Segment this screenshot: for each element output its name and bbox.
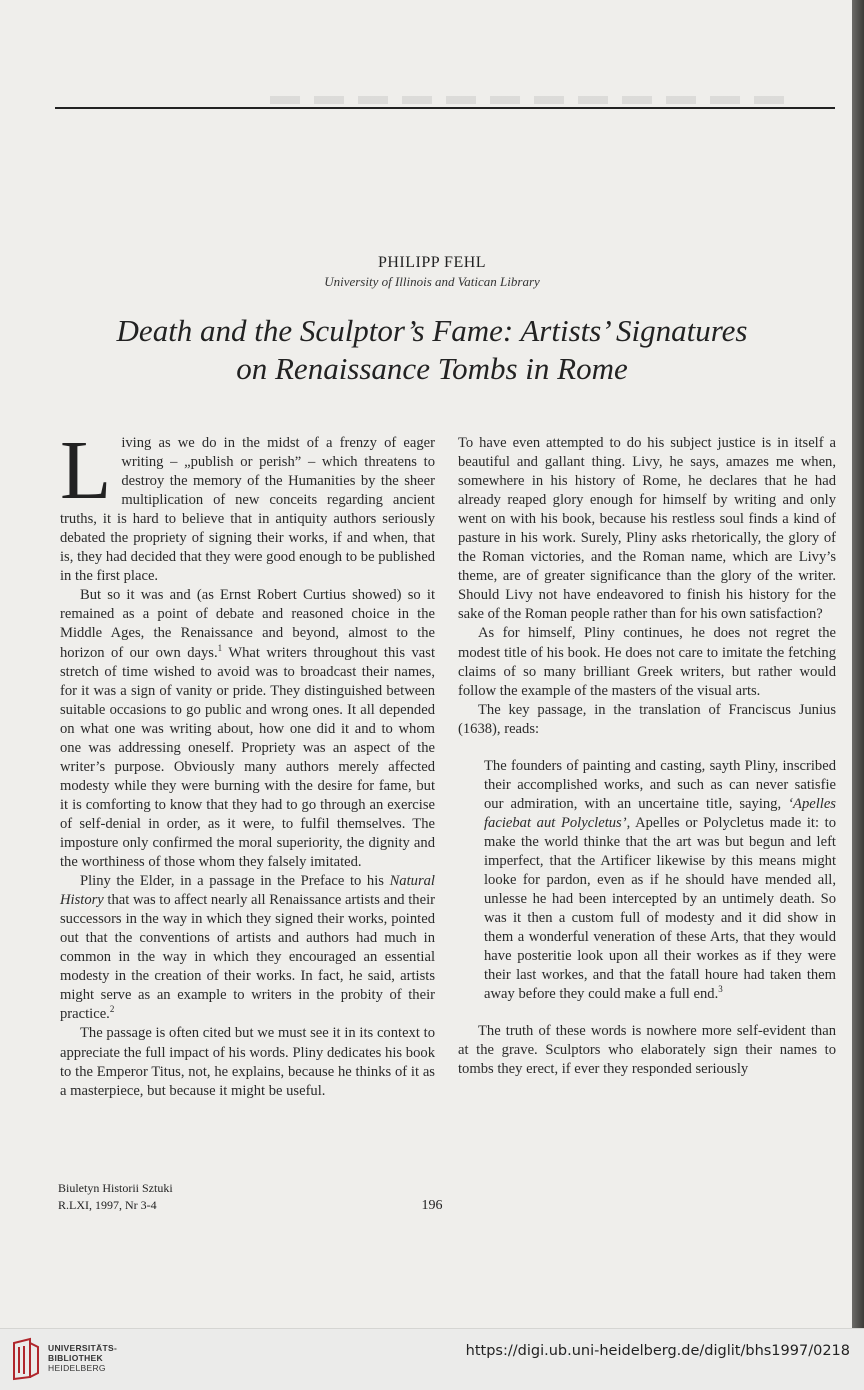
block-quote [484, 757, 836, 1005]
title-line-1: Death and the Sculptor’s Fame: Artists’ Signatures [116, 313, 748, 348]
permalink-url[interactable]: https://digi.ub.uni-heidelberg.de/diglit/bhs1997/0218 [465, 1343, 850, 1359]
author-name: PHILIPP FEHL [377, 254, 487, 271]
paragraph-6: As for himself, Pliny continues, he does not regret the modest title of his book. He does not care to imitate the fetching claims of so many brilliant Greek writers, but rather would follow the example of the masters of the visual arts. [458, 625, 836, 699]
latin-phrase: ‘Apelles faciebat aut Polycletus’ [484, 795, 836, 831]
page-number: 196 [421, 1198, 443, 1213]
footnote-ref-1[interactable]: 1 [217, 642, 223, 653]
natural-history-title: Natural History [60, 873, 435, 909]
paragraph-1 [60, 424, 435, 586]
title-line-2: on Renaissance Tombs in Rome [236, 351, 628, 386]
paragraph-2 [60, 586, 435, 872]
quote-text-a: The founders of painting and casting, sayth Pliny, inscribed their accomplished works, and such as can never satisfie our admiration, with an uncertaine title, saying, [484, 757, 836, 812]
header-rule [55, 107, 835, 109]
library-name-line-3: HEIDELBERG [48, 1363, 106, 1373]
paragraph-4: The passage is often cited but we must see it in its context to appreciate the full impact of his words. Pliny dedicates his book to the Emperor Titus, not, he explains, because he thinks of it as a masterpiece, but because it might be useful. [60, 1025, 435, 1099]
library-name-line-2: BIBLIOTHEK [48, 1353, 103, 1363]
paragraph-3-text-b: that was to affect nearly all Renaissance artists and their successors in the way in which they signed their works, pointed out that the conventions of artists and authors had much in common in the way in which they encouraged an essential modesty in the creation of their works. In fact, he said, artists might serve as an example to writers in the probity of their practice. [60, 892, 435, 1023]
right-column [458, 434, 836, 1080]
bleed-through-text [270, 96, 790, 104]
library-name-line-1: UNIVERSITÄTS- [48, 1343, 118, 1353]
quote-text [484, 757, 836, 1005]
paragraph-2-text-b: What writers throughout this vast stretch of time wished to avoid was to broadcast their names, for it was a sign of vanity or pride. They distinguished between suitable occasions to go public and wrong ones. It all depended on what one was writing about, how one did it and to whom one was addressing oneself. Propriety was an aspect of the writer’s purpose. Obviously many authors merely affected modesty while they were burning with the desire for fame, but it is comforting to know that they had to go through an exercise of self-denial in order, as it were, to fulfil themselves. The imposture only confirmed the moral superiority, the dignity and the worthiness of those whom they falsely imitated. [60, 644, 435, 871]
library-name[interactable] [48, 1343, 117, 1373]
author-affiliation: University of Illinois and Vatican Library [324, 274, 540, 289]
journal-name: Biuletyn Historii Sztuki [58, 1181, 173, 1195]
footnote-ref-2[interactable]: 2 [109, 1004, 115, 1015]
paragraph-5: To have even attempted to do his subject justice is in itself a beautiful and gallant thing. Livy, he says, amazes me when, somewhere in his history of Rome, he declares that he had already reaped glory enough for himself by writing and only went on with his book, because his restless soul finds a kind of pasture in his work. Surely, Pliny asks rhetorically, the glory of the Roman victories, and the Roman name, which are Livy’s theme, are of greater significance than the glory of the writer. Should Livy not have endeavored to finish his history for the sake of the Roman people rather than for his own satisfaction? [458, 435, 836, 623]
paragraph-7: The key passage, in the translation of Franciscus Junius (1638), reads: [458, 701, 836, 737]
page-edge [852, 0, 864, 1328]
drop-cap: L [60, 424, 112, 517]
paragraph-3 [60, 872, 435, 1024]
viewer-bottom-bar [0, 1328, 864, 1390]
paragraph-8: The truth of these words is nowhere more self-evident than at the grave. Sculptors who elaborately sign their names to tombs they erect, if ever they responded seriously [458, 1023, 836, 1078]
article-title [0, 312, 852, 388]
quote-text-b: , Apelles or Polycletus made it: to make the world thinke that the art was but begun and left imperfect, that the Artificer likewise by this means might looke for pardon, even as if he should have mended all, unlesse he had been intercepted by an untimely death. So was it then a custom full of modesty and it did show in them a wonderful veneration of these Arts, that they would have posteritie look upon all their workes as if they were their last workes, and that the fatall houre had taken them away before they could make a full end. [484, 814, 836, 1003]
footnote-ref-3[interactable]: 3 [718, 984, 723, 995]
library-logo-icon[interactable] [10, 1337, 42, 1381]
journal-volume: R.LXI, 1997, Nr 3-4 [58, 1198, 157, 1212]
paragraph-3-text-a: Pliny the Elder, in a passage in the Preface to his [80, 873, 390, 890]
left-column [60, 424, 435, 1101]
paragraph-1-text: iving as we do in the midst of a frenzy of eager writing – „publish or perish” – which threatens to destroy the memory of the Humanities by the sheer multiplication of new conceits regarding ancient truths, it is hard to believe that in antiquity authors seriously debated the propriety of signing their works, if and when, that is, they had decided that they were good enough to be published in the first place. [60, 435, 435, 585]
paragraph-2-text-a: But so it was and (as Ernst Robert Curtius showed) so it remained as a point of debate and reasoned choice in the Middle Ages, the Renaissance and beyond, almost to the horizon of our own days. [60, 587, 435, 661]
